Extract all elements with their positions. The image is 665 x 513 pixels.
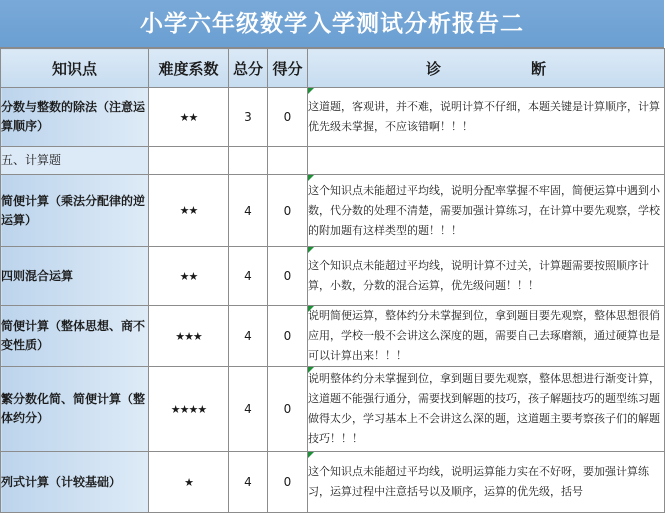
diagnosis-cell	[308, 306, 665, 367]
header-difficulty: 难度系数	[149, 49, 229, 88]
difficulty-stars: ★★★	[149, 306, 229, 367]
table-row	[1, 175, 665, 247]
diagnosis-text: 这个知识点未能超过平均线，说明计算不过关，计算题需要按照顺序计算，小数，分数的混合运算，优先级问题！！！	[308, 259, 649, 292]
difficulty-stars: ★★	[149, 175, 229, 247]
total-score-cell: 4	[229, 306, 268, 367]
total-score-cell	[229, 147, 268, 175]
comment-marker-icon	[308, 175, 314, 181]
comment-marker-icon	[308, 306, 314, 312]
diagnosis-text: 这道题，客观讲，并不难，说明计算不仔细，本题关键是计算顺序，计算优先级未掌握，不应该错啊！！！	[308, 100, 660, 133]
comment-marker-icon	[308, 247, 314, 253]
header-row	[1, 49, 665, 88]
diagnosis-cell	[308, 247, 665, 306]
earned-score-cell: 0	[268, 247, 308, 306]
difficulty-stars: ★	[149, 452, 229, 513]
knowledge-cell: 列式计算（计较基础）	[1, 452, 149, 513]
knowledge-cell: 分数与整数的除法（注意运算顺序）	[1, 88, 149, 147]
diagnosis-cell	[308, 88, 665, 147]
diagnosis-cell	[308, 147, 665, 175]
difficulty-stars: ★★	[149, 88, 229, 147]
diagnosis-text: 说明整体约分未掌握到位，拿到题目要先观察，整体思想进行渐变计算，这道题不能强行通分，需要找到解题的技巧，孩子解题技巧的题型练习题做得太少，学习基本上不会讲这么深的题，这道题主要考察孩子们的解题技巧！！！	[308, 372, 660, 445]
diagnosis-text: 说明简便运算，整体约分未掌握到位，拿到题目要先观察，整体思想很俏应用，学校一般不会讲这么深度的题，需要自己去琢磨额，通过硬算也是可以计算出来！！！	[308, 309, 660, 362]
total-score-cell: 3	[229, 88, 268, 147]
comment-marker-icon	[308, 88, 314, 94]
header-diagnosis-left: 诊	[425, 59, 441, 78]
table-row	[1, 88, 665, 147]
knowledge-cell: 繁分数化简、简便计算（整体约分）	[1, 367, 149, 452]
diagnosis-text: 这个知识点未能超过平均线，说明运算能力实在不好呀，要加强计算练习，运算过程中注意括号以及顺序，运算的优先级，括号	[308, 465, 649, 498]
header-diagnosis-right: 断	[531, 59, 547, 78]
difficulty-stars: ★★★★	[149, 367, 229, 452]
earned-score-cell: 0	[268, 452, 308, 513]
diagnosis-cell	[308, 452, 665, 513]
comment-marker-icon	[308, 452, 314, 458]
table-row	[1, 247, 665, 306]
diagnosis-cell	[308, 175, 665, 247]
header-score: 得分	[268, 49, 308, 88]
earned-score-cell: 0	[268, 367, 308, 452]
total-score-cell: 4	[229, 367, 268, 452]
total-score-cell: 4	[229, 452, 268, 513]
table-row	[1, 452, 665, 513]
knowledge-cell: 简便计算（整体思想、商不变性质）	[1, 306, 149, 367]
header-total: 总分	[229, 49, 268, 88]
knowledge-cell: 四则混合运算	[1, 247, 149, 306]
analysis-table	[0, 48, 665, 513]
total-score-cell: 4	[229, 247, 268, 306]
report-title: 小学六年级数学入学测试分析报告二	[0, 0, 664, 48]
diagnosis-text: 这个知识点未能超过平均线，说明分配率掌握不牢固，简便运算中遇到小数，代分数的处理不清楚，需要加强计算练习，在计算中要先观察，学校的附加题有这样类型的题！！！	[308, 183, 660, 237]
diagnosis-cell	[308, 367, 665, 452]
table-row	[1, 367, 665, 452]
table-row	[1, 306, 665, 367]
earned-score-cell: 0	[268, 306, 308, 367]
difficulty-stars: ★★	[149, 247, 229, 306]
difficulty-stars	[149, 147, 229, 175]
section-heading: 五、计算题	[1, 147, 149, 175]
section-row	[1, 147, 665, 175]
earned-score-cell: 0	[268, 88, 308, 147]
header-knowledge: 知识点	[1, 49, 149, 88]
comment-marker-icon	[308, 367, 314, 373]
earned-score-cell	[268, 147, 308, 175]
total-score-cell: 4	[229, 175, 268, 247]
earned-score-cell: 0	[268, 175, 308, 247]
header-diagnosis	[308, 49, 665, 88]
knowledge-cell: 简便计算（乘法分配律的逆运算）	[1, 175, 149, 247]
